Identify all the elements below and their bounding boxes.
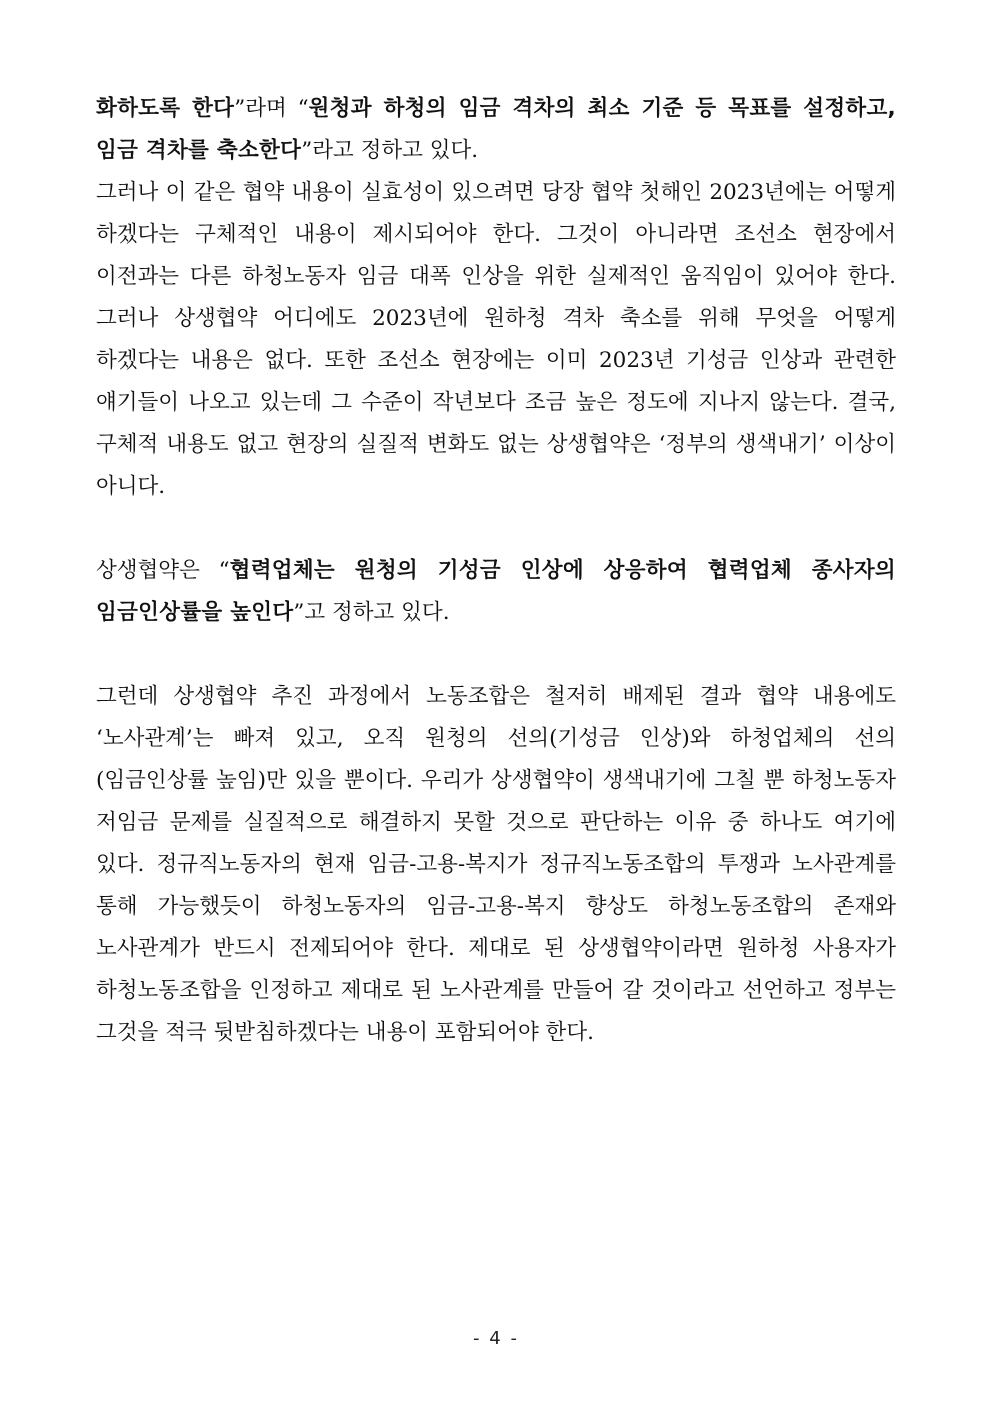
paragraph-wage-clause — [96, 550, 896, 634]
paragraph-spacer — [96, 508, 896, 550]
paragraph-spacer — [96, 634, 896, 676]
quote-emphasis: 협력업체는 원청의 기성금 인상에 상응하여 협력업체 종사자의 임금인상률을 높인다 — [96, 558, 897, 625]
quote-emphasis: 원청과 하청의 임금 격차의 최소 기준 등 목표를 설정하고, 임금 격차를 축소한다 — [96, 96, 897, 163]
quote-emphasis: 화하도록 한다 — [96, 96, 235, 121]
quote-text: ”라며 “ — [234, 96, 309, 121]
page-number: - 4 - — [473, 1328, 519, 1349]
quote-text: 상생협약은 “ — [96, 558, 230, 583]
document-body — [96, 88, 896, 1054]
quote-text: ”고 정하고 있다. — [293, 600, 450, 625]
paragraph-goal-quote — [96, 88, 896, 172]
quote-text: ”라고 정하고 있다. — [301, 138, 479, 163]
paragraph-effectiveness: 그러나 이 같은 협약 내용이 실효성이 있으려면 당장 협약 첫해인 2023년에는 어떻게 하겠다는 구체적인 내용이 제시되어야 한다. 그것이 아니라면 조선소 현장에서 이전과는 다른 하청노동자 임금 대폭 인상을 위한 실제적인 움직임이 있어야 한다. 그러나 상생협약 어디에도 2023년에 원하청 격차 축소를 위해 무엇을 어떻게 하겠다는 내용은 없다. 또한 조선소 현장에는 이미 2023년 기성금 인상과 관련한 얘기들이 나오고 있는데 그 수준이 작년보다 조금 높은 정도에 지나지 않는다. 결국, 구체적 내용도 없고 현장의 실질적 변화도 없는 상생협약은 ‘정부의 생색내기’ 이상이 아니다. — [96, 180, 896, 499]
paragraph-labor-relations: 그런데 상생협약 추진 과정에서 노동조합은 철저히 배제된 결과 협약 내용에도 ‘노사관계’는 빠져 있고, 오직 원청의 선의(기성금 인상)와 하청업체의 선의(임금인상률 높임)만 있을 뿐이다. 우리가 상생협약이 생색내기에 그칠 뿐 하청노동자 저임금 문제를 실질적으로 해결하지 못할 것으로 판단하는 이유 중 하나도 여기에 있다. 정규직노동자의 현재 임금-고용-복지가 정규직노동조합의 투쟁과 노사관계를 통해 가능했듯이 하청노동자의 임금-고용-복지 향상도 하청노동조합의 존재와 노사관계가 반드시 전제되어야 한다. 제대로 된 상생협약이라면 원하청 사용자가 하청노동조합을 인정하고 제대로 된 노사관계를 만들어 갈 것이라고 선언하고 정부는 그것을 적극 뒷받침하겠다는 내용이 포함되어야 한다. — [96, 684, 896, 1045]
